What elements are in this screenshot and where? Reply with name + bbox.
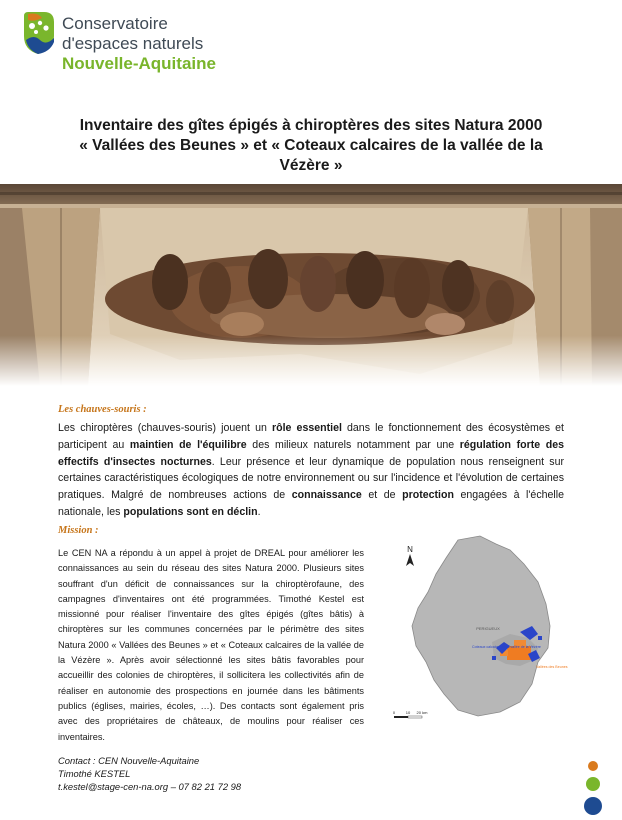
bats-text-4: . Leur présence et leur dynamique de population nous renseignent sur certaines caractéristiques écologiques de notre environnement ou sur l'incidence et l'évolution de certaines pratiques. Malgré de nombreuses actions de [58,455,565,502]
document-title [40,116,582,176]
map-city-label: PERIGUEUX [476,626,500,631]
scale-label-10: 10 [405,710,411,715]
bats-bold-4: connaissance [291,489,362,502]
title-line-3: Vézère » [279,157,343,174]
section-heading-mission: Mission : [58,525,99,536]
scale-label-20: 20 km [416,710,428,715]
bats-text-2: dans le fonctionnement des écosystèmes et participent au [58,422,564,451]
bats-paragraph [58,420,564,521]
location-map [388,530,568,730]
contact-email-phone: t.kestel@stage-cen-na.org – 07 82 21 72 98 [58,780,242,792]
title-line-2: « Vallées des Beunes » et « Coteaux calcaires de la vallée de la [79,137,543,154]
bats-text-3: des milieux naturels notamment par une [246,438,460,451]
blue-dot-icon [584,797,602,815]
bats-bold-6: populations sont en déclin [123,505,258,518]
contact-org: Contact : CEN Nouvelle-Aquitaine [58,755,200,766]
north-label: N [407,545,413,554]
map-site-label-2: Vallées des Beunes [536,665,568,669]
bats-bold-3: régulation forte des effectifs d'insectes nocturnes [58,438,564,468]
bats-text-6: engagées à l'échelle nationale, les [58,489,564,518]
mission-paragraph: Le CEN NA a répondu à un appel à projet de DREAL pour améliorer les connaissances au sein du réseau des sites Natura 2000. Plusieurs sites souffrant d'un déficit de connaissances sur la chiroptèrofaune, des campagnes d'inventaires ont été programmées. Timothé Kestel est missionné pour réaliser l'inventaire des gîtes épigés (gîtes bâtis) à chiroptères sur les communes concernées par le périmètre des sites Natura 2000 « Vallées des Beunes » et « Coteaux calcaires de la vallée de la Vézère ». Après avoir sélectionné les sites bâtis favorables pour accueillir des colonies de chiroptères, il sollicitera les collectivités afin de réaliser en autonomie des prospections en journée dans les bâtiments publics (églises, mairies, écoles, …). Des contacts sont également pris avec des propriétaires de châteaux, de moulins pour réaliser ces inventaires. [58,548,364,742]
bats-text-1: Les chiroptères (chauves-souris) jouent un [58,422,273,434]
green-dot-icon [586,777,600,791]
bats-text-7: . [257,505,261,518]
map-site-label: Coteaux calcaires de la vallée de la Vézère [472,645,541,649]
logo-line-1: Conservatoire [62,14,168,33]
contact-block [58,755,241,793]
bats-bold-1: rôle essentiel [272,422,342,434]
logo-line-2: d'espaces naturels [62,34,204,53]
logo-line-3: Nouvelle-Aquitaine [62,54,216,73]
section-heading-bats: Les chauves-souris : [58,404,147,415]
bats-text-5: et de [361,489,403,502]
bats-bold-5: protection [402,489,454,502]
bats-bold-2: maintien de l'équilibre [129,438,247,451]
title-line-1: Inventaire des gîtes épigés à chiroptères des sites Natura 2000 [79,117,543,134]
contact-name: Timothé KESTEL [58,767,131,779]
scale-bar [393,710,428,718]
logo [20,8,240,73]
scale-label-0: 0 [392,710,396,715]
north-arrow [406,545,414,566]
bat-colony-photo [0,184,622,386]
logo-leaf-icon [20,10,58,56]
north-arrow-icon [406,554,414,566]
orange-dot-icon [588,761,598,771]
